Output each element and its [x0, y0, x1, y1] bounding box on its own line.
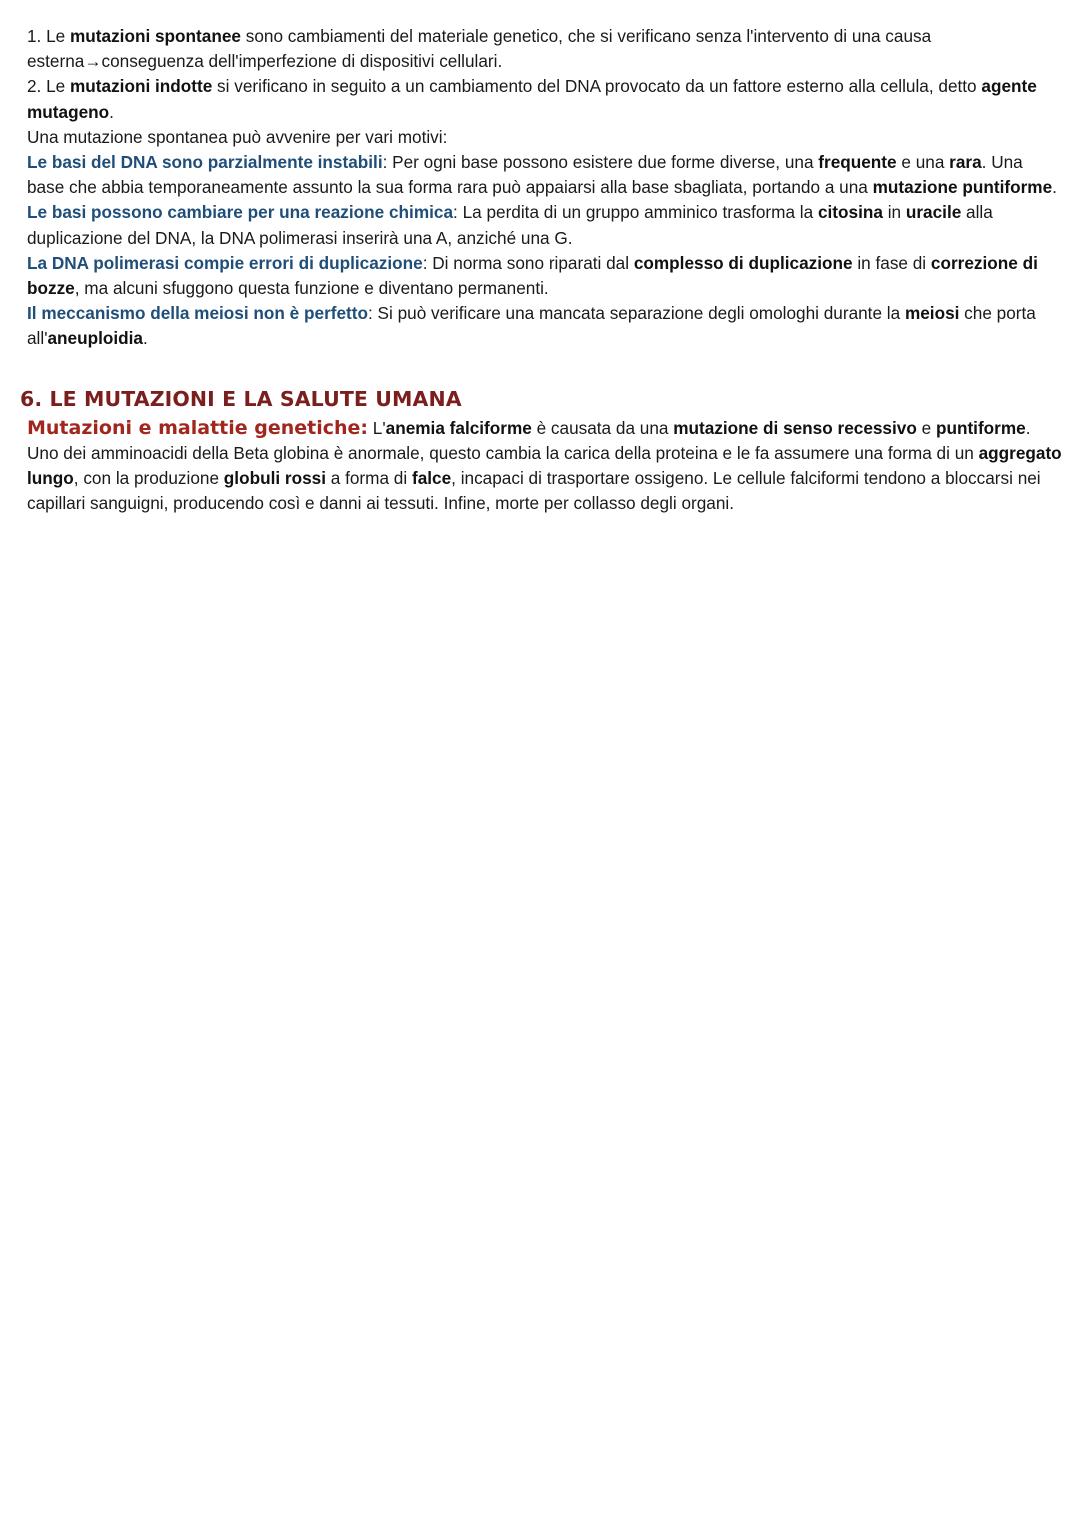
item-mutazioni-indotte	[27, 74, 1064, 124]
item-text: si verificano in seguito a un cambiamento del DNA provocato da un fattore esterno alla cellula, detto	[212, 76, 982, 97]
cause-reazione-chimica	[27, 200, 1064, 250]
term-globuli-rossi: globuli rossi	[223, 468, 326, 489]
cause-lead: Le basi possono cambiare per una reazione chimica	[27, 202, 454, 223]
term-aneuploidia: aneuploidia	[47, 328, 143, 349]
term-aggregato-lungo: aggregato lungo	[27, 442, 1062, 489]
cause-text: : Per ogni base possono esistere due forme diverse, una	[382, 152, 819, 173]
cause-errori-duplicazione	[27, 251, 1064, 301]
term-anemia-falciforme: anemia falciforme	[385, 417, 532, 438]
term-mutazione-senso-recessivo: mutazione di senso recessivo	[673, 417, 917, 438]
item-text: sono cambiamenti del materiale genetico, che si verificano senza l'intervento di una causa esterna→conseguenza dell'imperfezione di dispositivi cellulari.	[27, 26, 932, 72]
cause-text: : La perdita di un gruppo amminico trasforma la	[453, 202, 818, 223]
section-text: , con la produzione	[73, 468, 224, 489]
term-agente-mutageno: agente mutageno	[27, 76, 1037, 122]
item-number: 2. Le	[27, 76, 71, 97]
cause-text: che porta all'	[27, 303, 1036, 349]
term-uracile: uracile	[905, 202, 962, 223]
cause-text: e una	[896, 152, 950, 173]
term-citosina: citosina	[817, 202, 883, 223]
item-text-end: .	[109, 101, 114, 122]
cause-text: . Una base che abbia temporaneamente assunto la sua forma rara può appaiarsi alla base sbagliata, portando a una	[27, 152, 1023, 198]
cause-text: .	[1052, 177, 1057, 198]
cause-lead: Il meccanismo della meiosi non è perfetto	[27, 303, 368, 324]
section-text: . Uno dei amminoacidi della Beta globina è anormale, questo cambia la carica della proteina e le fa assumere una forma di un	[27, 417, 1031, 463]
cause-lead: Le basi del DNA sono parzialmente instabili	[27, 152, 383, 173]
section-title: 6. LE MUTAZIONI E LA SALUTE UMANA	[20, 386, 462, 411]
cause-basi-instabili	[27, 150, 1064, 200]
term-correzione-bozze: correzione di bozze	[27, 252, 1038, 299]
term-puntiforme: puntiforme	[935, 417, 1026, 438]
term-mutazione-puntiforme: mutazione puntiforme	[872, 177, 1053, 198]
section-text: è causata da una	[531, 417, 674, 438]
cause-lead: La DNA polimerasi compie errori di duplicazione	[27, 252, 423, 273]
cause-text: : Di norma sono riparati dal	[422, 252, 634, 273]
term-meiosi: meiosi	[904, 303, 960, 324]
item-number: 1. Le	[27, 26, 71, 46]
cause-text: .	[142, 328, 148, 349]
cause-text: : Si può verificare una mancata separazione degli omologhi durante la	[367, 303, 905, 324]
cause-text: in	[882, 202, 906, 223]
section-lead: Mutazioni e malattie genetiche:	[27, 416, 369, 439]
item-mutazioni-spontanee	[27, 24, 1064, 74]
cause-text: alla duplicazione del DNA, la DNA polimerasi inserirà una A, anziché una G.	[27, 202, 993, 248]
cause-meiosi	[27, 301, 1064, 351]
section-text: a forma di	[325, 468, 412, 489]
cause-text: in fase di	[852, 252, 931, 273]
term-complesso-duplicazione: complesso di duplicazione	[633, 252, 853, 273]
section-text: L'	[368, 417, 386, 438]
term-falce: falce	[411, 468, 452, 489]
section-text: e	[916, 417, 936, 438]
term-mutazioni-indotte: mutazioni indotte	[70, 76, 213, 97]
cause-text: , ma alcuni sfuggono questa funzione e diventano permanenti.	[74, 278, 549, 299]
section-body-malattie	[27, 416, 1064, 517]
term-rara: rara	[949, 152, 982, 173]
term-frequente: frequente	[818, 152, 897, 173]
intro-text: Una mutazione spontanea può avvenire per vari motivi:	[27, 126, 448, 147]
section-text: , incapaci di trasportare ossigeno. Le cellule falciformi tendono a bloccarsi nei capillari sanguigni, producendo così e danni ai tessuti. Infine, morte per collasso degli organi.	[27, 468, 1041, 514]
term-mutazioni-spontanee: mutazioni spontanee	[70, 26, 241, 46]
